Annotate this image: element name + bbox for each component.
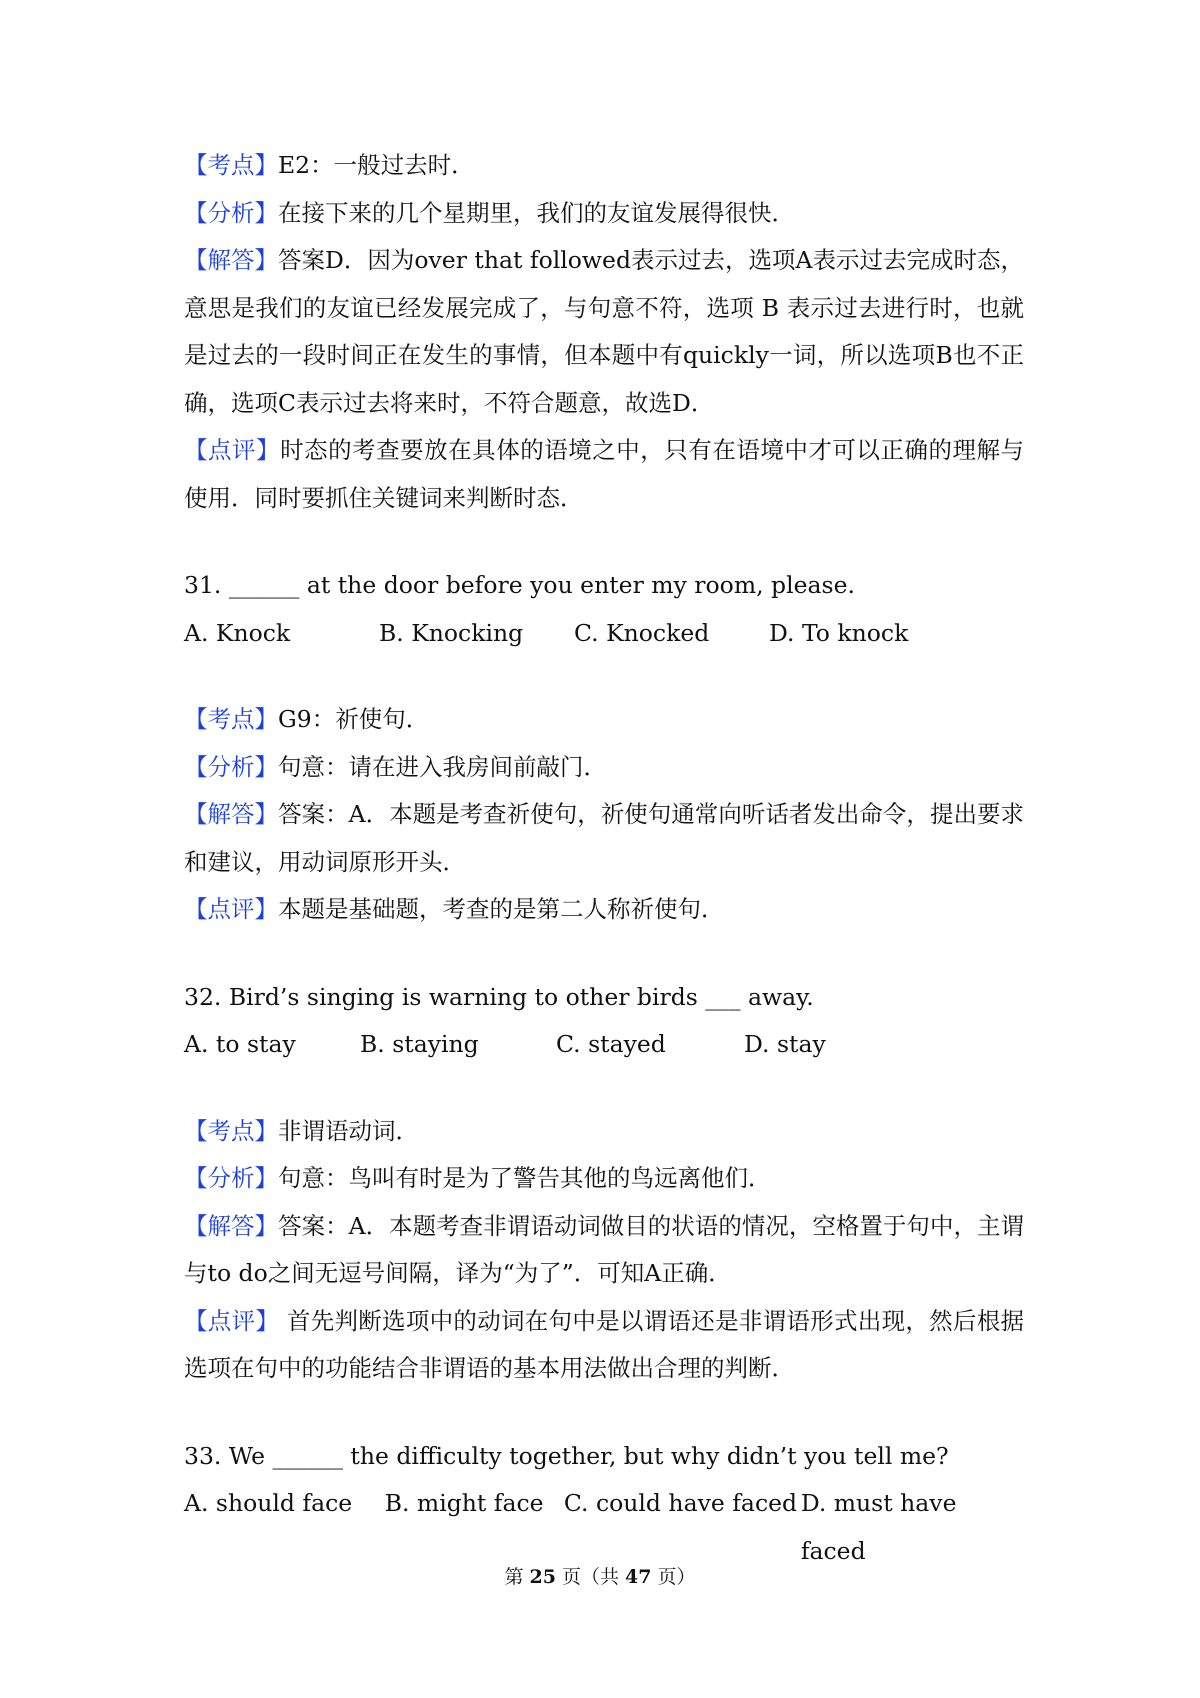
page-number: 25 (529, 1566, 556, 1588)
dianping-text: 本题是基础题，考查的是第二人称祈使句． (278, 895, 725, 923)
kaodian-tag: 【考点】 (184, 705, 278, 733)
dianping-line (184, 886, 1024, 934)
dianping-paragraph (184, 1298, 1024, 1393)
dianping-tag: 【点评】 (184, 1306, 280, 1335)
dianping-paragraph (184, 427, 1024, 522)
options-32 (184, 1021, 1024, 1069)
jieda-tag: 【解答】 (184, 246, 279, 274)
kaodian-line (184, 142, 1024, 190)
fenxi-text: 在接下来的几个星期里，我们的友谊发展得很快． (278, 198, 795, 227)
footer-middle: 页（共 (555, 1566, 626, 1588)
dianping-tag: 【点评】 (184, 895, 278, 923)
kaodian-text: G9：祈使句． (278, 705, 430, 733)
kaodian-text: 非谓语动词． (278, 1116, 419, 1145)
dianping-text: 首先判断选项中的动词在句中是以谓语还是非谓语形式出现，然后根据选项在句中的功能结合非谓语的基本用法做出合理的判断． (184, 1306, 1024, 1382)
kaodian-tag: 【考点】 (184, 151, 278, 179)
option-c: C. could have faced (563, 1489, 798, 1517)
page-total: 47 (625, 1566, 652, 1588)
option-b: B. staying (360, 1030, 479, 1058)
fenxi-line (184, 1155, 1024, 1203)
jieda-text: 答案D．因为over that followed表示过去，选项A表示过去完成时态，意思是我们的友谊已经发展完成了，与句意不符，选项 B 表示过去进行时，也就是过去的一段时间正在发生的事情，但本题中有quickly一词，所以选项B也不正确，选项C表示过去将来时，不符合题意，故选D． (184, 246, 1024, 417)
jieda-paragraph (184, 1203, 1024, 1298)
footer-prefix: 第 (504, 1566, 530, 1588)
footer-suffix: 页） (651, 1566, 696, 1588)
jieda-text: 答案：A．本题是考查祈使句，祈使句通常向听话者发出命令，提出要求和建议，用动词原形开头． (184, 800, 1024, 876)
question-32: 32. Bird’s singing is warning to other birds ___ away. (184, 982, 814, 1011)
jieda-paragraph (184, 237, 1024, 427)
fenxi-line (184, 744, 1024, 792)
dianping-text: 时态的考查要放在具体的语境之中，只有在语境中才可以正确的理解与使用．同时要抓住关键词来判断时态． (184, 436, 1025, 512)
question-31: 31. ______ at the door before you enter my room, please. (184, 571, 855, 599)
jieda-text: 答案：A．本题考查非谓语动词做目的状语的情况，空格置于句中，主谓与to do之间无逗号间隔，译为“为了”．可知A正确． (184, 1211, 1024, 1287)
jieda-tag: 【解答】 (184, 1211, 279, 1240)
option-c: C. stayed (556, 1030, 666, 1058)
kaodian-line (184, 696, 1024, 744)
option-a: A. should face (184, 1489, 353, 1517)
jieda-paragraph (184, 791, 1024, 886)
kaodian-line (184, 1108, 1024, 1156)
fenxi-tag: 【分析】 (184, 198, 278, 227)
dianping-tag: 【点评】 (184, 436, 281, 464)
fenxi-tag: 【分析】 (184, 1164, 278, 1192)
fenxi-text: 句意：请在进入我房间前敲门． (278, 752, 607, 781)
option-b: B. Knocking (379, 618, 524, 647)
option-c: C. Knocked (574, 618, 710, 647)
jieda-tag: 【解答】 (184, 800, 279, 828)
option-a: A. Knock (184, 618, 291, 647)
page-footer (0, 1562, 1200, 1589)
document-page (184, 142, 1024, 1575)
option-d: D. stay (744, 1030, 826, 1058)
fenxi-line (184, 190, 1024, 238)
options-33 (184, 1480, 1024, 1575)
option-a: A. to stay (184, 1030, 296, 1058)
option-d: D. must have faced (800, 1489, 957, 1565)
fenxi-tag: 【分析】 (184, 752, 278, 781)
fenxi-text: 句意：鸟叫有时是为了警告其他的鸟远离他们． (278, 1164, 772, 1192)
question-33: 33. We ______ the difficulty together, but why didn’t you tell me? (184, 1441, 949, 1470)
options-31 (184, 610, 1024, 658)
option-d: D. To knock (769, 618, 909, 647)
kaodian-tag: 【考点】 (184, 1116, 278, 1145)
kaodian-text: E2：一般过去时． (278, 151, 475, 179)
option-b: B. might face (384, 1489, 544, 1517)
